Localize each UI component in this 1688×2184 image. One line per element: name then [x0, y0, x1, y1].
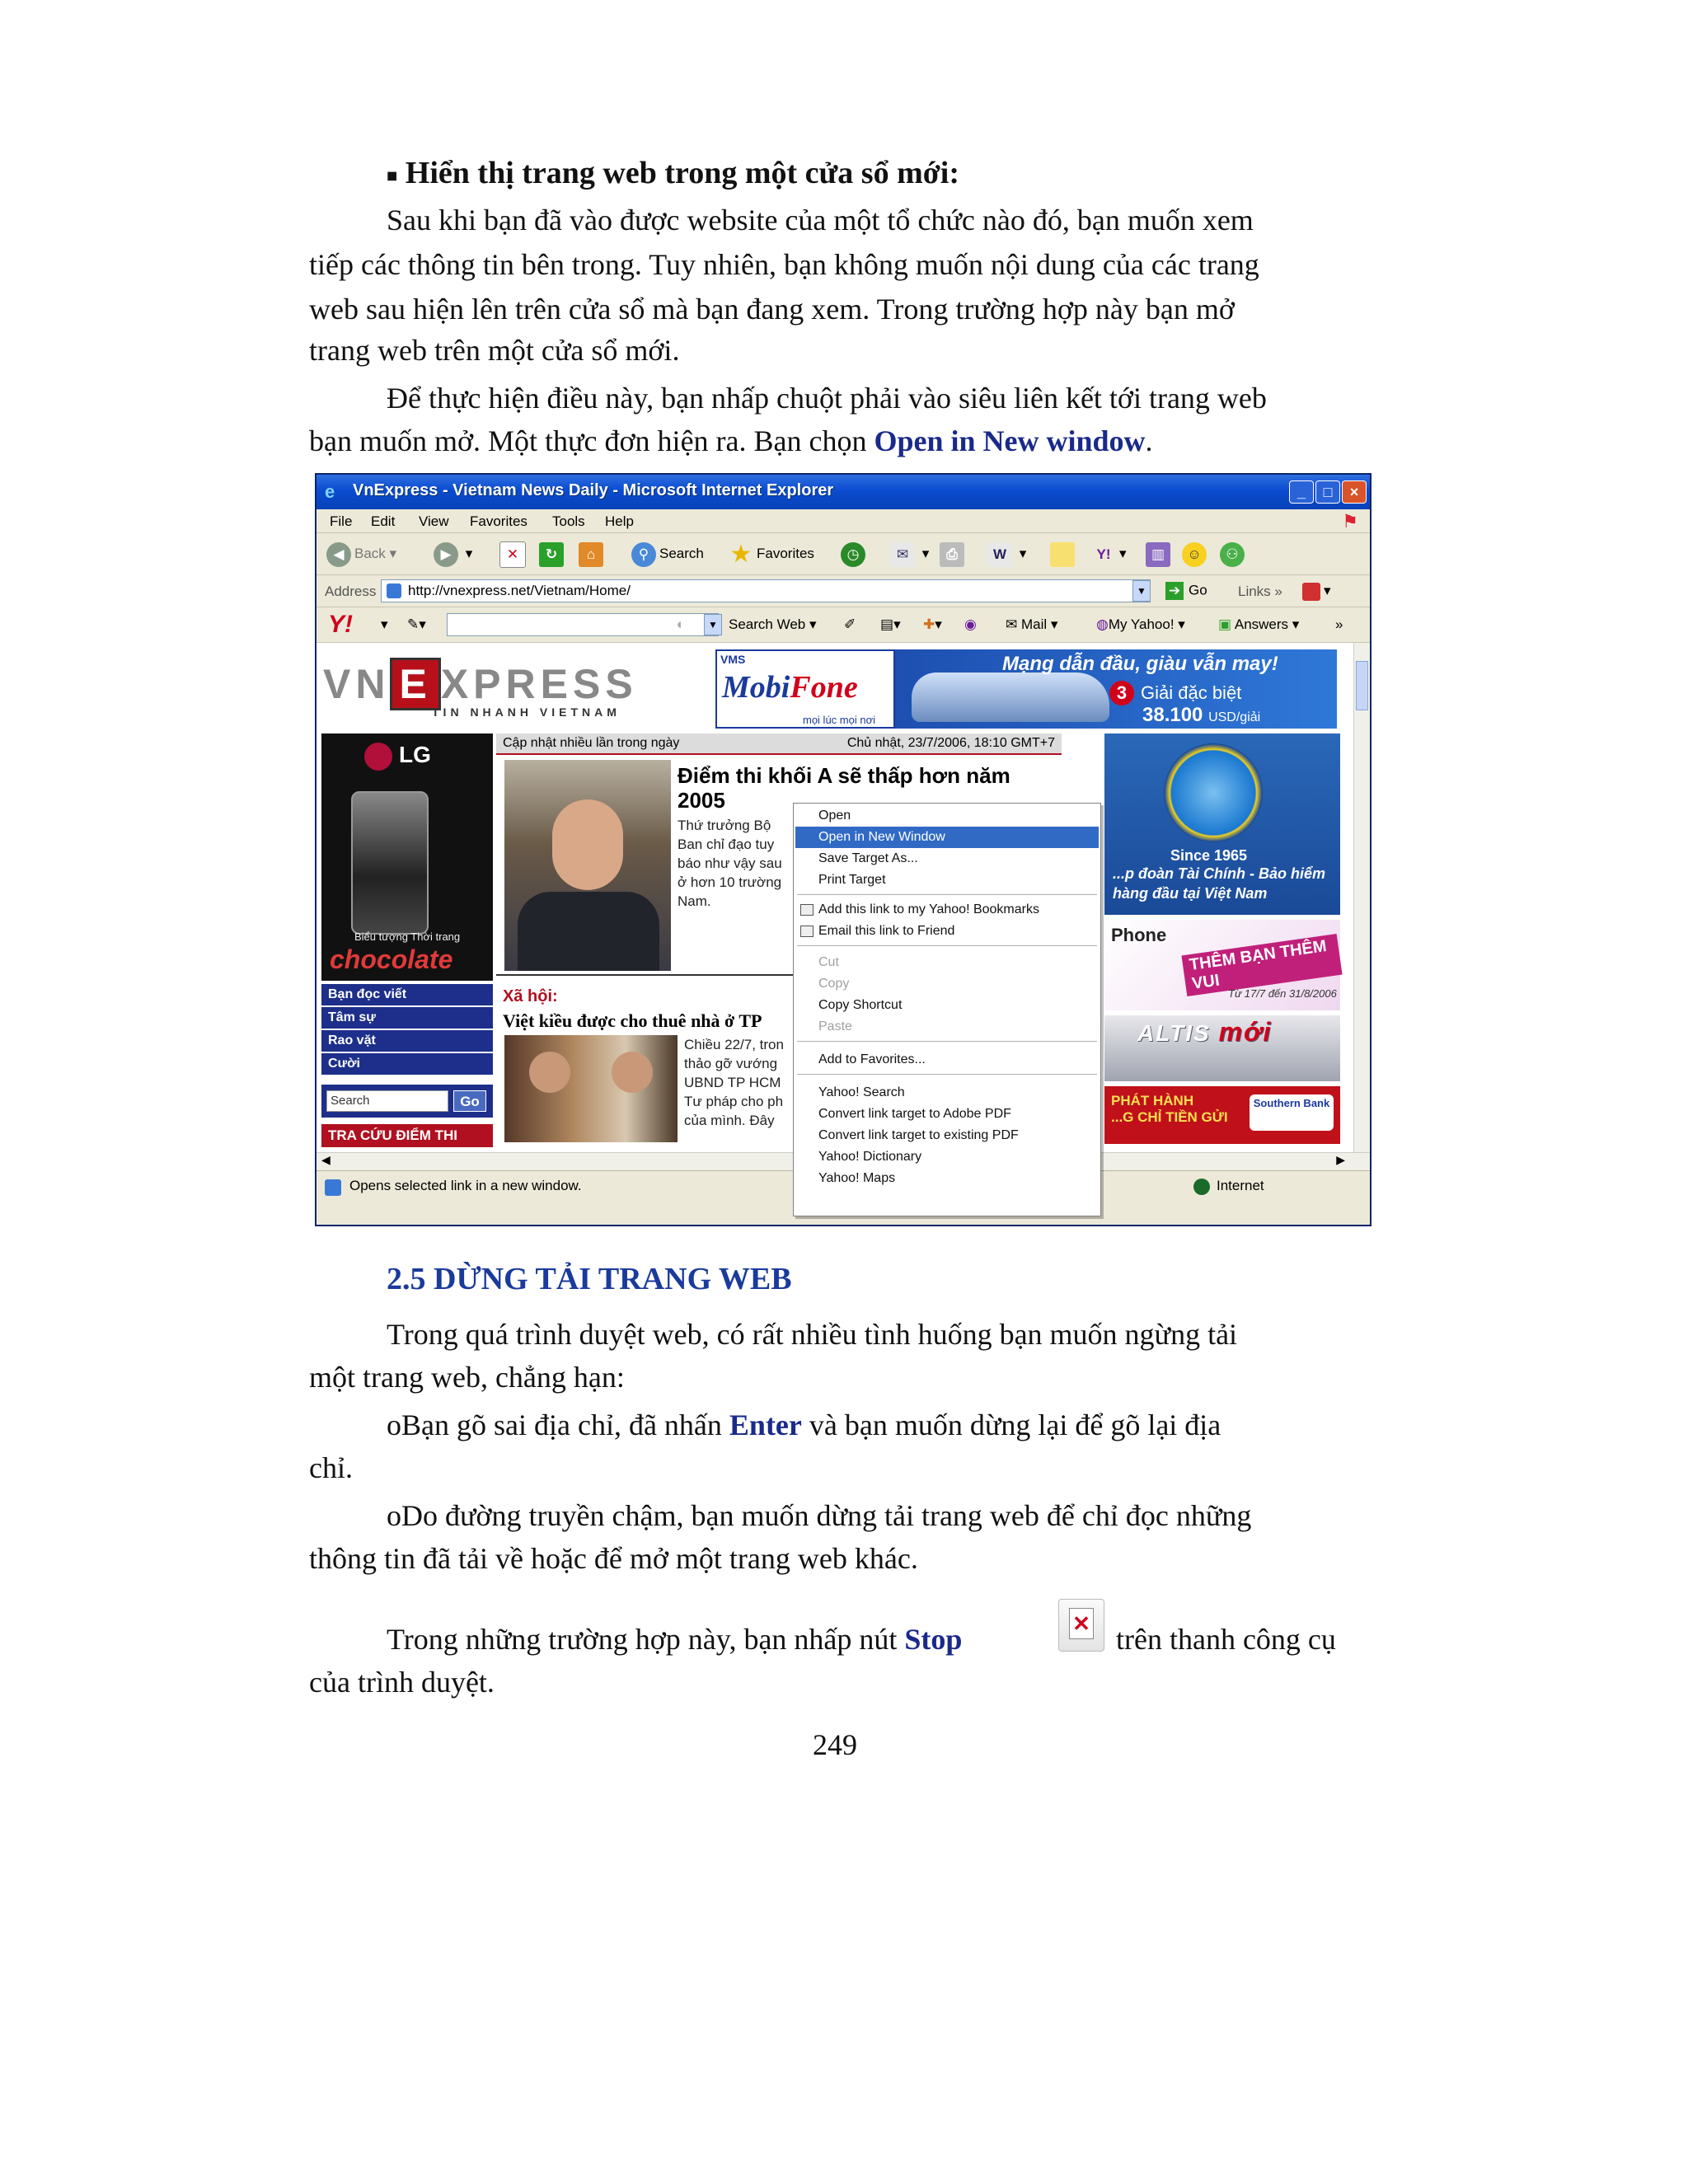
paragraph-2-line-1: Để thực hiện điều này, bạn nhấp chuột phải vào siêu liên kết tới trang web: [387, 382, 1267, 415]
ctx-separator: [797, 945, 1097, 946]
answers-button[interactable]: ▣ Answers ▾: [1218, 616, 1300, 632]
envelope-icon: ✉: [1006, 616, 1018, 632]
ctx-yahoo-search[interactable]: Yahoo! Search: [818, 1085, 905, 1099]
note-icon: [1050, 542, 1075, 567]
messenger-smiley-button[interactable]: [1182, 540, 1210, 568]
home-button[interactable]: [579, 540, 607, 568]
nav-tam-su[interactable]: Tâm sự: [321, 1007, 493, 1030]
enter-key-emphasis: Enter: [729, 1408, 802, 1441]
yahoo-search-input[interactable]: [447, 613, 719, 636]
car-image: [912, 673, 1109, 722]
menu-file[interactable]: File: [330, 513, 353, 529]
history-button[interactable]: [841, 540, 869, 568]
paragraph-1-line-1: Sau khi bạn đã vào được website của một tổ chức nào đó, bạn muốn xem: [387, 204, 1254, 237]
research-icon: ▥: [1146, 542, 1170, 567]
window-icon: ▤: [880, 616, 894, 632]
ctx-open[interactable]: Open: [818, 808, 851, 823]
paragraph-1-line-2: tiếp các thông tin bên trong. Tuy nhiên, bạn không muốn nội dung của các trang: [309, 248, 1259, 281]
word-edit-icon: W: [987, 542, 1012, 567]
ctx-save-target-as[interactable]: Save Target As...: [818, 851, 918, 865]
ctx-yahoo-dictionary[interactable]: Yahoo! Dictionary: [818, 1150, 922, 1164]
my-yahoo-icon: ◍: [1096, 616, 1109, 632]
ctx-print-target[interactable]: Print Target: [818, 873, 886, 887]
antispy-button[interactable]: ✚▾: [923, 616, 942, 632]
section-heading: 2.5 DỪNG TẢI TRANG WEB: [387, 1262, 792, 1296]
mobifone-banner-ad[interactable]: Mạng dẫn đầu, giàu vẫn may! 3 Giải đặc biệt 38.100 USD/giải: [895, 649, 1337, 729]
ctx-separator: [797, 894, 1097, 895]
mobifone-logo-ad[interactable]: VMS MobiFone mọi lúc mọi nơi: [715, 649, 895, 729]
mail-icon: ✉: [890, 542, 915, 567]
yahoo-search-dropdown[interactable]: ▼: [704, 614, 722, 635]
bullet-2-line-2: thông tin đã tải về hoặc để mở một trang web khác.: [309, 1542, 918, 1575]
history-icon: ◷: [841, 542, 865, 567]
pencil-icon: ✎: [407, 616, 420, 632]
translate-button[interactable]: ▾: [1302, 577, 1331, 605]
back-arrow-icon: ◀: [326, 542, 351, 567]
xa-hoi-headline-link[interactable]: Việt kiều được cho thuê nhà ở TP: [503, 1010, 762, 1031]
news-header-bar: [496, 733, 1062, 755]
nav-ban-doc-viet[interactable]: Bạn đọc viết: [321, 984, 493, 1007]
mail-toolbar-button[interactable]: ✉ ▾: [890, 540, 929, 568]
buddies-icon: ⚇: [1220, 542, 1245, 567]
search-button[interactable]: ⚲ Search: [631, 540, 704, 568]
yahoo-mail-button[interactable]: ✉ Mail ▾: [1006, 616, 1058, 632]
headline-link[interactable]: Điểm thi khối A sẽ thấp hơn năm 2005: [678, 763, 1010, 813]
menu-bar: [316, 509, 1370, 533]
go-arrow-icon: ➔: [1165, 582, 1184, 600]
bullet-1-line-1: oBạn gõ sai địa chỉ, đã nhấn Enter và bạn muốn dừng lại để gõ lại địa: [387, 1408, 1221, 1441]
address-bar: [316, 575, 1370, 607]
go-button[interactable]: ➔ Go: [1165, 582, 1207, 600]
ctx-paste[interactable]: Paste: [818, 1019, 852, 1033]
popup-blocker-button[interactable]: [964, 616, 977, 633]
ctx-separator: [797, 1074, 1097, 1075]
paragraph-4-line-1: Trong những trường hợp này, bạn nhấp nút Stop: [387, 1623, 963, 1656]
date-label: Chủ nhật, 23/7/2006, 18:10 GMT+7: [846, 736, 1055, 750]
search-icon: ⚲: [631, 542, 656, 567]
lg-chocolate-ad[interactable]: LG Biểu tượng Thời trang chocolate: [321, 733, 493, 981]
phone-promo-ad[interactable]: Phone THÊM BẠN THÊM VUI Từ 17/7 đến 31/8/2006: [1104, 920, 1340, 1010]
yahoo-toolbar-more[interactable]: »: [1335, 616, 1343, 632]
bullet-marker: ■: [387, 165, 398, 186]
edit-button[interactable]: W ▾: [987, 540, 1026, 568]
menu-edit[interactable]: Edit: [371, 513, 396, 529]
paragraph-2-line-2: bạn muốn mở. Một thực đơn hiện ra. Bạn chọn Open in New window.: [309, 424, 1153, 457]
yahoo-toolbar-button[interactable]: Y! ▾: [1091, 540, 1127, 568]
bookmark-icon: [800, 904, 814, 916]
messenger-buddies-button[interactable]: [1220, 540, 1248, 568]
stop-button-image: [1058, 1599, 1104, 1652]
ctx-add-to-favorites[interactable]: Add to Favorites...: [818, 1052, 926, 1066]
stop-icon: ✕: [499, 541, 526, 568]
yahoo-logo-dropdown[interactable]: ▾: [381, 616, 388, 632]
minimize-button[interactable]: _: [1289, 480, 1314, 504]
favorites-star-icon: ★: [729, 540, 753, 568]
forward-arrow-icon: ▶: [434, 542, 458, 567]
back-button[interactable]: ◀ Back ▾: [326, 540, 396, 568]
xa-hoi-photo[interactable]: [504, 1035, 678, 1142]
pencil-button[interactable]: ✎▾: [407, 616, 426, 632]
forward-button[interactable]: ▶ ▾: [434, 540, 472, 568]
southern-bank-ad[interactable]: PHÁT HÀNH ...G CHỈ TIỀN GỬI Southern Bank: [1104, 1086, 1340, 1144]
translate-icon: [1302, 583, 1320, 601]
ctx-copy-shortcut[interactable]: Copy Shortcut: [818, 998, 903, 1012]
menu-view[interactable]: View: [419, 513, 449, 529]
update-label: Cập nhật nhiều lần trong ngày: [503, 736, 680, 750]
headline-summary: Thứ trưởng Bộ Ban chỉ đạo tuy báo như vậy sau ở hơn 10 trường Nam.: [678, 818, 782, 909]
yahoo-logo[interactable]: Y!: [328, 611, 353, 638]
page-options-button[interactable]: ▤▾: [880, 616, 901, 632]
my-yahoo-button[interactable]: ◍My Yahoo! ▾: [1096, 616, 1185, 632]
print-button[interactable]: [940, 540, 968, 568]
page-icon: [387, 583, 401, 598]
smiley-icon: ☺: [1182, 542, 1207, 567]
paragraph-3-line-1: Trong quá trình duyệt web, có rất nhiều tình huống bạn muốn ngừng tải: [387, 1318, 1238, 1351]
address-dropdown[interactable]: ▼: [1132, 580, 1151, 602]
ctx-convert-adobe-pdf[interactable]: Convert link target to Adobe PDF: [818, 1107, 1011, 1121]
refresh-button[interactable]: [539, 540, 567, 568]
close-button[interactable]: ×: [1342, 480, 1367, 504]
page-number: 249: [813, 1728, 857, 1761]
news-divider: [496, 974, 793, 976]
search-web-button[interactable]: Search Web ▾: [729, 616, 817, 632]
home-icon: ⌂: [579, 542, 603, 567]
ctx-open-in-new-window[interactable]: Open in New Window: [795, 827, 1099, 848]
yahoo-toolbar: [316, 607, 1370, 643]
paragraph-1-line-3: web sau hiện lên trên cửa sổ mà bạn đang xem. Trong trường hợp này bạn mở: [309, 293, 1235, 326]
windows-flag-icon: ⚑: [1342, 511, 1358, 532]
menu-help[interactable]: Help: [605, 513, 634, 529]
status-page-icon: [325, 1179, 341, 1196]
stop-icon: ✕: [1072, 1611, 1090, 1636]
bullet-2-line-1: oDo đường truyền chậm, bạn muốn dừng tải trang web để chỉ đọc những: [387, 1499, 1252, 1532]
nav-rao-vat[interactable]: Rao vặt: [321, 1030, 493, 1053]
status-text: Opens selected link in a new window.: [349, 1178, 582, 1193]
bao-viet-globe-logo: [1164, 743, 1263, 842]
phone-image: [351, 791, 429, 935]
site-search-go-button[interactable]: Go: [453, 1090, 486, 1112]
title-bar: [316, 475, 1370, 509]
highlight-button[interactable]: [844, 616, 856, 633]
bullet-heading: ■ Hiển thị trang web trong một cửa sổ mới:: [387, 156, 959, 190]
links-toolbar[interactable]: Links »: [1238, 583, 1282, 599]
headline-photo[interactable]: [504, 760, 671, 971]
nav-cuoi[interactable]: Cười: [321, 1053, 493, 1076]
email-icon: [800, 926, 814, 937]
address-input[interactable]: http://vnexpress.net/Vietnam/Home/: [381, 579, 1151, 602]
menu-favorites[interactable]: Favorites: [470, 513, 528, 529]
ctx-convert-existing-pdf[interactable]: Convert link target to existing PDF: [818, 1128, 1019, 1142]
ctx-email-link[interactable]: Email this link to Friend: [795, 921, 1099, 942]
bullet-1-line-2: chỉ.: [309, 1451, 353, 1484]
address-label: Address: [325, 583, 377, 599]
ie-logo-icon: e: [325, 481, 335, 502]
paragraph-4-tail: trên thanh công cụ: [1116, 1623, 1336, 1656]
internet-globe-icon: [1193, 1179, 1210, 1195]
ctx-cut[interactable]: Cut: [818, 955, 839, 969]
popup-blocker-icon: ◉: [964, 616, 977, 632]
context-menu: [793, 803, 1101, 1216]
research-button[interactable]: [1146, 540, 1174, 568]
standard-toolbar: [316, 533, 1370, 575]
yahoo-icon: Y!: [1096, 546, 1111, 562]
yahoo-search-loader-icon: ◐: [676, 616, 685, 632]
highlighter-icon: ✐: [844, 616, 856, 632]
section-xa-hoi[interactable]: Xã hội:: [503, 987, 558, 1005]
ctx-separator: [797, 1041, 1097, 1042]
open-in-new-window-emphasis: Open in New window: [874, 424, 1146, 457]
site-search-input[interactable]: Search: [326, 1090, 448, 1112]
printer-icon: ⎙: [940, 542, 964, 567]
stop-emphasis: Stop: [904, 1623, 963, 1656]
tra-cuu-diem-thi-link[interactable]: TRA CỨU ĐIỂM THI: [321, 1124, 493, 1147]
vnexpress-logo[interactable]: VN E XPRESS: [323, 658, 638, 710]
vnexpress-tagline: TIN NHANH VIETNAM: [432, 705, 621, 719]
answers-icon: ▣: [1218, 616, 1232, 632]
ctx-copy[interactable]: Copy: [818, 977, 850, 991]
menu-tools[interactable]: Tools: [552, 513, 585, 529]
bao-viet-ad[interactable]: Since 1965 ...p đoàn Tài Chính - Bảo hiểm hàng đầu tại Việt Nam: [1104, 733, 1340, 915]
scroll-left-icon[interactable]: ◀: [321, 1153, 331, 1166]
xa-hoi-summary: Chiều 22/7, tron thảo gỡ vướng UBND TP HCM Tư pháp cho ph của mình. Đây: [684, 1037, 784, 1128]
left-nav: [321, 984, 493, 1076]
favorites-button[interactable]: ★ Favorites: [729, 540, 814, 568]
stop-toolbar-button[interactable]: [499, 540, 529, 568]
antispy-icon: ✚: [923, 616, 935, 632]
security-zone: Internet: [1193, 1178, 1264, 1195]
lg-logo-icon: [364, 743, 392, 771]
window-title: VnExpress - Vietnam News Daily - Microsoft Internet Explorer: [353, 481, 834, 499]
ctx-add-yahoo-bookmarks[interactable]: Add this link to my Yahoo! Bookmarks: [795, 899, 1099, 921]
paragraph-3-line-2: một trang web, chẳng hạn:: [309, 1361, 625, 1394]
toyota-altis-ad[interactable]: ALTIS mới: [1104, 1015, 1340, 1081]
paragraph-4-line-2: của trình duyệt.: [309, 1666, 495, 1699]
paragraph-1-line-4: trang web trên một cửa sổ mới.: [309, 334, 680, 367]
maximize-button[interactable]: □: [1315, 480, 1340, 504]
ctx-yahoo-maps[interactable]: Yahoo! Maps: [818, 1171, 896, 1185]
site-search: [321, 1085, 493, 1118]
refresh-icon: ↻: [539, 542, 564, 567]
vertical-scrollbar[interactable]: [1353, 643, 1371, 1152]
notes-button[interactable]: [1050, 540, 1078, 568]
scroll-right-icon[interactable]: ▶: [1336, 1153, 1345, 1166]
